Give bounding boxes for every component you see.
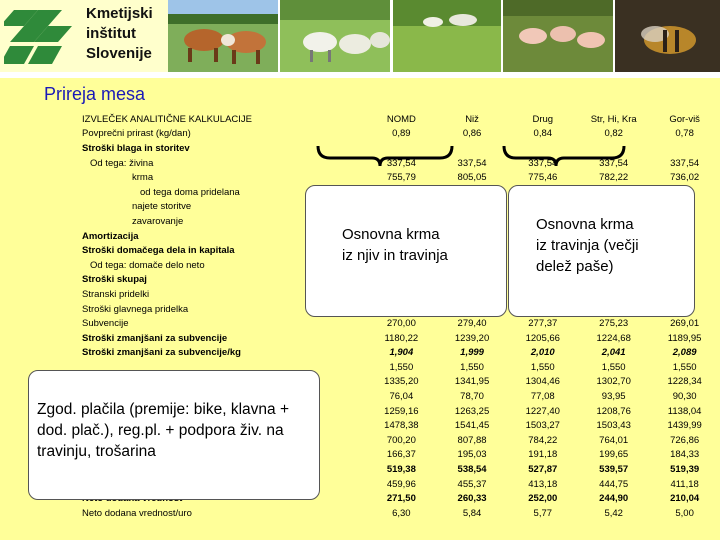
row-label: Stroški zmanjšani za subvencije (82, 332, 228, 344)
cell-value: 1541,45 (454, 420, 490, 432)
callout-payments (28, 370, 320, 500)
cell-value: 271,50 (386, 493, 416, 505)
cell-value: 1335,20 (384, 376, 419, 388)
page-title: Prireja mesa (44, 84, 146, 104)
cell-value: 1,550 (389, 361, 414, 373)
cell-value: 459,96 (386, 478, 416, 490)
cell-value: 455,37 (457, 478, 487, 490)
cell-value: 764,01 (599, 434, 629, 446)
cell-value: 1,550 (672, 361, 697, 373)
row-label: Stroški glavnega pridelka (82, 303, 189, 315)
org-line-3: Slovenije (86, 45, 152, 62)
cell-value: 0,78 (675, 128, 694, 140)
cell-value: 1,904 (389, 347, 414, 359)
brace-left (318, 146, 452, 166)
cell-value: 5,84 (462, 507, 482, 519)
cell-value: 5,42 (604, 507, 623, 519)
cell-value: 6,30 (392, 507, 411, 519)
row-label: krma (132, 172, 154, 184)
cell-value: 444,75 (599, 478, 629, 490)
cell-value: 269,01 (670, 318, 700, 330)
callout-fields-text: Osnovna krma iz njiv in travinja (342, 226, 448, 264)
column-header: Drug (532, 113, 554, 125)
cell-value: 413,18 (528, 478, 558, 490)
cell-value: 195,03 (457, 449, 487, 461)
row-label: zavarovanje (132, 215, 184, 227)
cell-value: 0,86 (462, 128, 482, 140)
cell-value: 337,54 (670, 157, 700, 169)
cell-value: 1138,04 (667, 405, 702, 417)
cell-value: 1,550 (601, 361, 626, 373)
cell-value: 166,37 (386, 449, 416, 461)
cell-value: 539,57 (599, 464, 629, 476)
cell-value: 538,54 (457, 464, 487, 476)
cell-value: 275,23 (599, 318, 629, 330)
column-header: NOMD (386, 113, 416, 125)
cell-value: 210,04 (670, 493, 700, 505)
cell-value: 1259,16 (384, 405, 419, 417)
org-line-2: inštitut (86, 25, 136, 42)
cell-value: 1503,27 (525, 420, 560, 432)
row-label: Stroški blaga in storitev (82, 142, 190, 154)
cell-value: 1228,34 (667, 376, 702, 388)
cell-value: 0,82 (604, 128, 623, 140)
cell-value: 2,041 (601, 347, 626, 359)
cell-value: 1189,95 (667, 332, 702, 344)
cell-value: 2,089 (672, 347, 697, 359)
table-header-label: IZVLEČEK ANALITIČNE KALKULACIJE (82, 113, 253, 125)
cell-value: 726,86 (670, 434, 700, 446)
cell-value: 90,30 (672, 391, 697, 403)
cell-value: 1439,99 (667, 420, 702, 432)
cell-value: 191,18 (528, 449, 558, 461)
cell-value: 1503,43 (596, 420, 631, 432)
cell-value: 0,89 (392, 128, 411, 140)
row-label: Od tega: živina (90, 157, 154, 169)
cell-value: 337,54 (528, 157, 558, 169)
cell-value: 411,18 (670, 478, 699, 490)
callout-payments-text: Zgod. plačila (premije: bike, klavna + dod. plač.), reg.pl. + podpora živ. na travinju, trošarina (37, 401, 289, 460)
cell-value: 199,65 (599, 449, 629, 461)
cell-value: 184,33 (670, 449, 700, 461)
brace-right (504, 146, 624, 166)
cell-value: 1478,38 (384, 420, 419, 432)
cell-value: 805,05 (457, 172, 487, 184)
cell-value: 807,88 (457, 434, 487, 446)
cell-value: 527,87 (528, 464, 558, 476)
cell-value: 1263,25 (454, 405, 490, 417)
cell-value: 279,40 (457, 318, 487, 330)
cell-value: 1,550 (460, 361, 484, 373)
row-label: najete storitve (132, 201, 192, 213)
cell-value: 77,08 (530, 391, 555, 403)
cell-value: 5,00 (675, 507, 694, 519)
cell-value: 78,70 (460, 391, 484, 403)
cell-value: 337,54 (457, 157, 487, 169)
cell-value: 76,04 (389, 391, 414, 403)
cell-value: 5,77 (533, 507, 553, 519)
org-line-1: Kmetijski (86, 5, 153, 22)
row-label: Stranski pridelki (82, 288, 150, 300)
column-header: Str, Hi, Kra (590, 113, 637, 125)
row-label: Amortizacija (82, 230, 139, 242)
cell-value: 337,54 (599, 157, 629, 169)
row-label: Povprečni prirast (kg/dan) (82, 128, 191, 140)
cell-value: 736,02 (670, 172, 700, 184)
cell-value: 260,33 (457, 493, 487, 505)
column-header: Niž (465, 113, 479, 125)
cell-value: 0,84 (533, 128, 553, 140)
cell-value: 244,90 (599, 493, 629, 505)
cell-value: 1180,22 (384, 332, 419, 344)
cell-value: 1341,95 (454, 376, 490, 388)
cell-value: 252,00 (528, 493, 558, 505)
cell-value: 1227,40 (525, 405, 560, 417)
cell-value: 277,37 (528, 318, 558, 330)
cell-value: 1208,76 (596, 405, 631, 417)
column-header: Gor-viš (669, 113, 700, 125)
row-label: Stroški domačega dela in kapitala (82, 245, 235, 257)
callout-grassland-text: Osnovna krma iz travinja (večji delež paše) (536, 216, 639, 275)
cell-value: 1239,20 (454, 332, 490, 344)
row-label: Od tega: domače delo neto (90, 259, 205, 271)
cell-value: 1304,46 (525, 376, 560, 388)
row-label: Subvencije (82, 318, 129, 330)
cell-value: 1,999 (460, 347, 484, 359)
row-label: Stroški skupaj (82, 274, 147, 286)
cell-value: 93,95 (601, 391, 626, 403)
cell-value: 1302,70 (596, 376, 631, 388)
cell-value: 775,46 (528, 172, 558, 184)
cell-value: 782,22 (599, 172, 629, 184)
row-label: Stroški zmanjšani za subvencije/kg (82, 347, 241, 359)
cell-value: 519,39 (670, 464, 700, 476)
cell-value: 1,550 (530, 361, 555, 373)
cell-value: 337,54 (386, 157, 416, 169)
cell-value: 270,00 (386, 318, 416, 330)
cell-value: 784,22 (528, 434, 558, 446)
cell-value: 519,38 (386, 464, 416, 476)
callout-grassland-forage (508, 185, 695, 317)
cell-value: 2,010 (530, 347, 555, 359)
row-label: Neto dodana vrednost/uro (82, 507, 192, 519)
cell-value: 700,20 (386, 434, 416, 446)
cell-value: 755,79 (386, 172, 416, 184)
row-label: od tega doma pridelana (140, 186, 240, 198)
callout-fields-forage (305, 185, 507, 317)
cell-value: 1205,66 (525, 332, 560, 344)
cell-value: 1224,68 (596, 332, 631, 344)
